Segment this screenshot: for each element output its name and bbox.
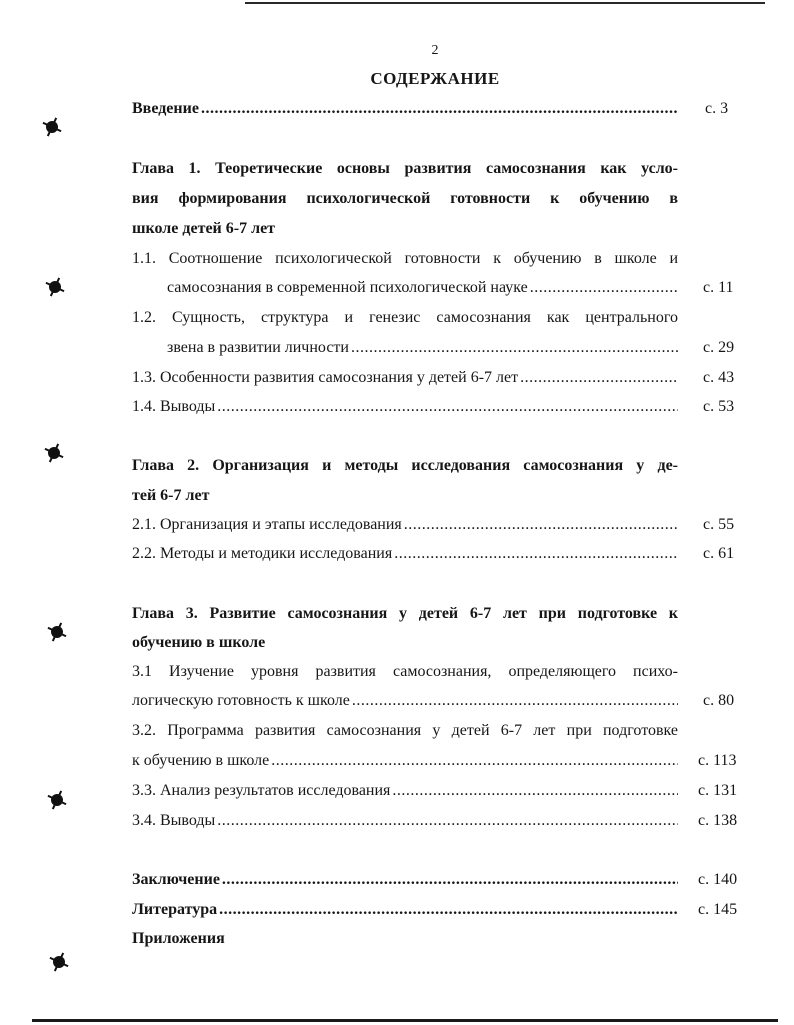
toc-label: Заключение [132, 871, 220, 888]
toc-page: с. 61 [703, 545, 735, 562]
toc-page: с. 29 [703, 339, 735, 356]
toc-entry-3-2 [132, 750, 680, 772]
toc-entry-2-2 [132, 543, 680, 565]
toc-entry-3-1-line-1: 3.1 Изучение уровня развития самосознания, определяющего психо- [132, 663, 678, 680]
toc-entry-3-1 [132, 690, 680, 712]
toc-entry-1-4 [132, 396, 680, 418]
toc-leader [222, 869, 678, 891]
toc-page: с. 113 [698, 752, 737, 769]
toc-page: с. 53 [703, 398, 735, 415]
chapter-1-heading-line-2: вия формирования психологической готовности к обучению в [132, 190, 678, 207]
toc-entry-1-2-line-1: 1.2. Сущность, структура и генезис самосознания как центрального [132, 309, 678, 326]
toc-label: 3.3. Анализ результатов исследования [132, 782, 391, 799]
toc-entry-1-1-line-1: 1.1. Соотношение психологической готовности к обучению в школе и [132, 250, 678, 267]
page-number: 2 [431, 43, 439, 58]
toc-leader [520, 367, 678, 389]
toc-label: логическую готовность к школе [132, 692, 350, 709]
toc-label: к обучению в школе [132, 752, 270, 769]
toc-label: звена в развитии личности [167, 339, 349, 356]
punch-hole-mark [51, 794, 63, 806]
toc-leader [217, 396, 678, 418]
toc-entry-3-3 [132, 780, 680, 802]
punch-hole-mark [46, 121, 58, 133]
chapter-2-heading-line-2: тей 6-7 лет [132, 487, 210, 504]
toc-label: 3.4. Выводы [132, 812, 216, 829]
toc-label: самосознания в современной психологической науке [167, 279, 528, 296]
chapter-1-heading-line-1: Глава 1. Теоретические основы развития самосознания как усло- [132, 160, 678, 177]
chapter-2-heading-line-1: Глава 2. Организация и методы исследования самосознания у де- [132, 457, 678, 474]
toc-page: с. 3 [705, 100, 729, 117]
toc-page: с. 11 [703, 279, 734, 296]
chapter-1-heading-line-3: школе детей 6-7 лет [132, 220, 276, 237]
toc-page: с. 145 [698, 901, 738, 918]
toc-title: СОДЕРЖАНИЕ [370, 69, 500, 88]
toc-entry-1-2 [167, 337, 680, 359]
punch-hole-mark [48, 447, 60, 459]
toc-page: с. 138 [698, 812, 738, 829]
punch-hole-mark [53, 956, 65, 968]
toc-page: с. 80 [703, 692, 735, 709]
toc-label: 2.2. Методы и методики исследования [132, 545, 393, 562]
toc-label: 1.4. Выводы [132, 398, 216, 415]
toc-entry-intro [132, 98, 680, 120]
toc-entry-conclusion [132, 869, 680, 891]
toc-label: Введение [132, 100, 199, 117]
toc-leader [530, 277, 678, 299]
toc-page: с. 43 [703, 369, 735, 386]
chapter-3-heading-line-2: обучению в школе [132, 634, 266, 651]
toc-leader [201, 98, 678, 120]
scan-edge-bottom [32, 1019, 778, 1022]
punch-hole-mark [49, 281, 61, 293]
toc-label: 2.1. Организация и этапы исследования [132, 516, 402, 533]
toc-entry-3-2-line-1: 3.2. Программа развития самосознания у детей 6-7 лет при подготовке [132, 722, 678, 739]
chapter-3-heading-line-1: Глава 3. Развитие самосознания у детей 6-7 лет при подготовке к [132, 605, 678, 622]
toc-entry-3-4 [132, 810, 680, 832]
toc-label: 1.3. Особенности развития самосознания у детей 6-7 лет [132, 369, 519, 386]
toc-page: с. 55 [703, 516, 735, 533]
toc-page: с. 131 [698, 782, 738, 799]
punch-hole-mark [51, 626, 63, 638]
toc-leader [394, 543, 678, 565]
toc-leader [219, 899, 678, 921]
toc-entry-1-3 [132, 367, 680, 389]
toc-label: Литература [132, 901, 218, 918]
toc-leader [392, 780, 678, 802]
toc-leader [404, 514, 678, 536]
toc-leader [217, 810, 678, 832]
toc-leader [352, 690, 678, 712]
toc-entry-appendices: Приложения [132, 930, 225, 947]
toc-entry-2-1 [132, 514, 680, 536]
toc-leader [351, 337, 678, 359]
toc-leader [271, 750, 678, 772]
toc-entry-1-1 [167, 277, 680, 299]
toc-entry-literature [132, 899, 680, 921]
toc-page: с. 140 [698, 871, 738, 888]
scan-edge-top [245, 2, 765, 4]
